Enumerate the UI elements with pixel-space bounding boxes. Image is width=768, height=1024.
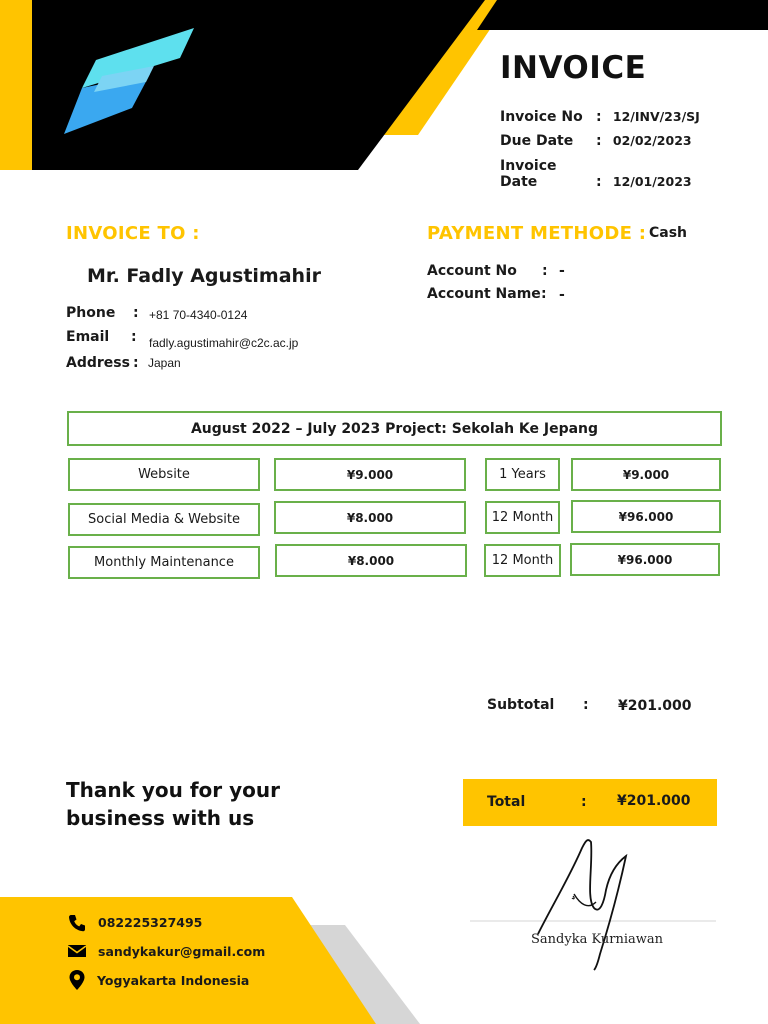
footer-phone: 082225327495	[98, 915, 203, 930]
due-date-value: 02/02/2023	[612, 133, 692, 148]
signature	[470, 836, 720, 976]
item-name: Website	[68, 458, 260, 491]
item-amount: ¥9.000	[571, 458, 721, 491]
invoice-date-label: Invoice Date	[500, 158, 557, 190]
invoice-to-heading: INVOICE TO :	[66, 223, 200, 244]
item-duration: 12 Month	[485, 501, 560, 534]
email-label: Email	[66, 329, 110, 345]
invoice-date-row: Invoice Date : 12/01/2023	[500, 158, 692, 190]
due-date-label: Due Date	[500, 133, 574, 149]
address-label: Address	[66, 355, 130, 371]
logo-mark	[58, 26, 198, 138]
item-price: ¥9.000	[274, 458, 466, 491]
footer-email: sandykakur@gmail.com	[98, 944, 266, 959]
subtotal-label: Subtotal	[487, 697, 555, 713]
account-name-value: -	[559, 287, 565, 303]
signatory-name: Sandyka Kurniawan	[531, 932, 663, 947]
account-name-label: Account Name	[427, 286, 541, 302]
item-price: ¥8.000	[274, 501, 466, 534]
project-title: August 2022 – July 2023 Project: Sekolah Ke Jepang	[67, 411, 722, 446]
item-duration: 1 Years	[485, 458, 560, 491]
payment-method: Cash	[649, 225, 688, 241]
payment-heading: PAYMENT METHODE :	[427, 223, 647, 244]
invoice-title: INVOICE	[500, 50, 647, 86]
invoice-date-value: 12/01/2023	[612, 174, 692, 189]
invoice-no-value: 12/INV/23/SJ	[612, 109, 700, 124]
thank-you-message	[66, 776, 280, 832]
client-name: Mr. Fadly Agustimahir	[87, 265, 321, 287]
mail-icon	[67, 943, 87, 959]
phone-icon	[67, 913, 87, 933]
thanks-line-1: Thank you for your	[66, 778, 281, 802]
item-name: Social Media & Website	[68, 503, 260, 536]
item-price: ¥8.000	[275, 544, 467, 577]
location-pin-icon	[68, 969, 86, 991]
phone-label: Phone	[66, 305, 116, 321]
invoice-no-label: Invoice No	[500, 109, 583, 125]
total-value: ¥201.000	[617, 793, 691, 809]
thanks-line-2: business with us	[66, 806, 255, 830]
item-amount: ¥96.000	[571, 500, 721, 533]
client-address: Japan	[148, 356, 181, 370]
due-date-row: Due Date : 02/02/2023	[500, 133, 692, 149]
item-amount: ¥96.000	[570, 543, 720, 576]
item-duration: 12 Month	[484, 544, 561, 577]
footer-location: Yogyakarta Indonesia	[97, 973, 250, 988]
total-label: Total	[487, 794, 526, 810]
client-email: fadly.agustimahir@c2c.ac.jp	[149, 336, 299, 350]
item-name: Monthly Maintenance	[68, 546, 260, 579]
account-no-value: -	[559, 263, 565, 279]
invoice-no-row: Invoice No : 12/INV/23/SJ	[500, 109, 700, 125]
client-phone: +81 70-4340-0124	[149, 308, 248, 322]
subtotal-value: ¥201.000	[618, 698, 692, 714]
account-no-label: Account No	[427, 263, 517, 279]
